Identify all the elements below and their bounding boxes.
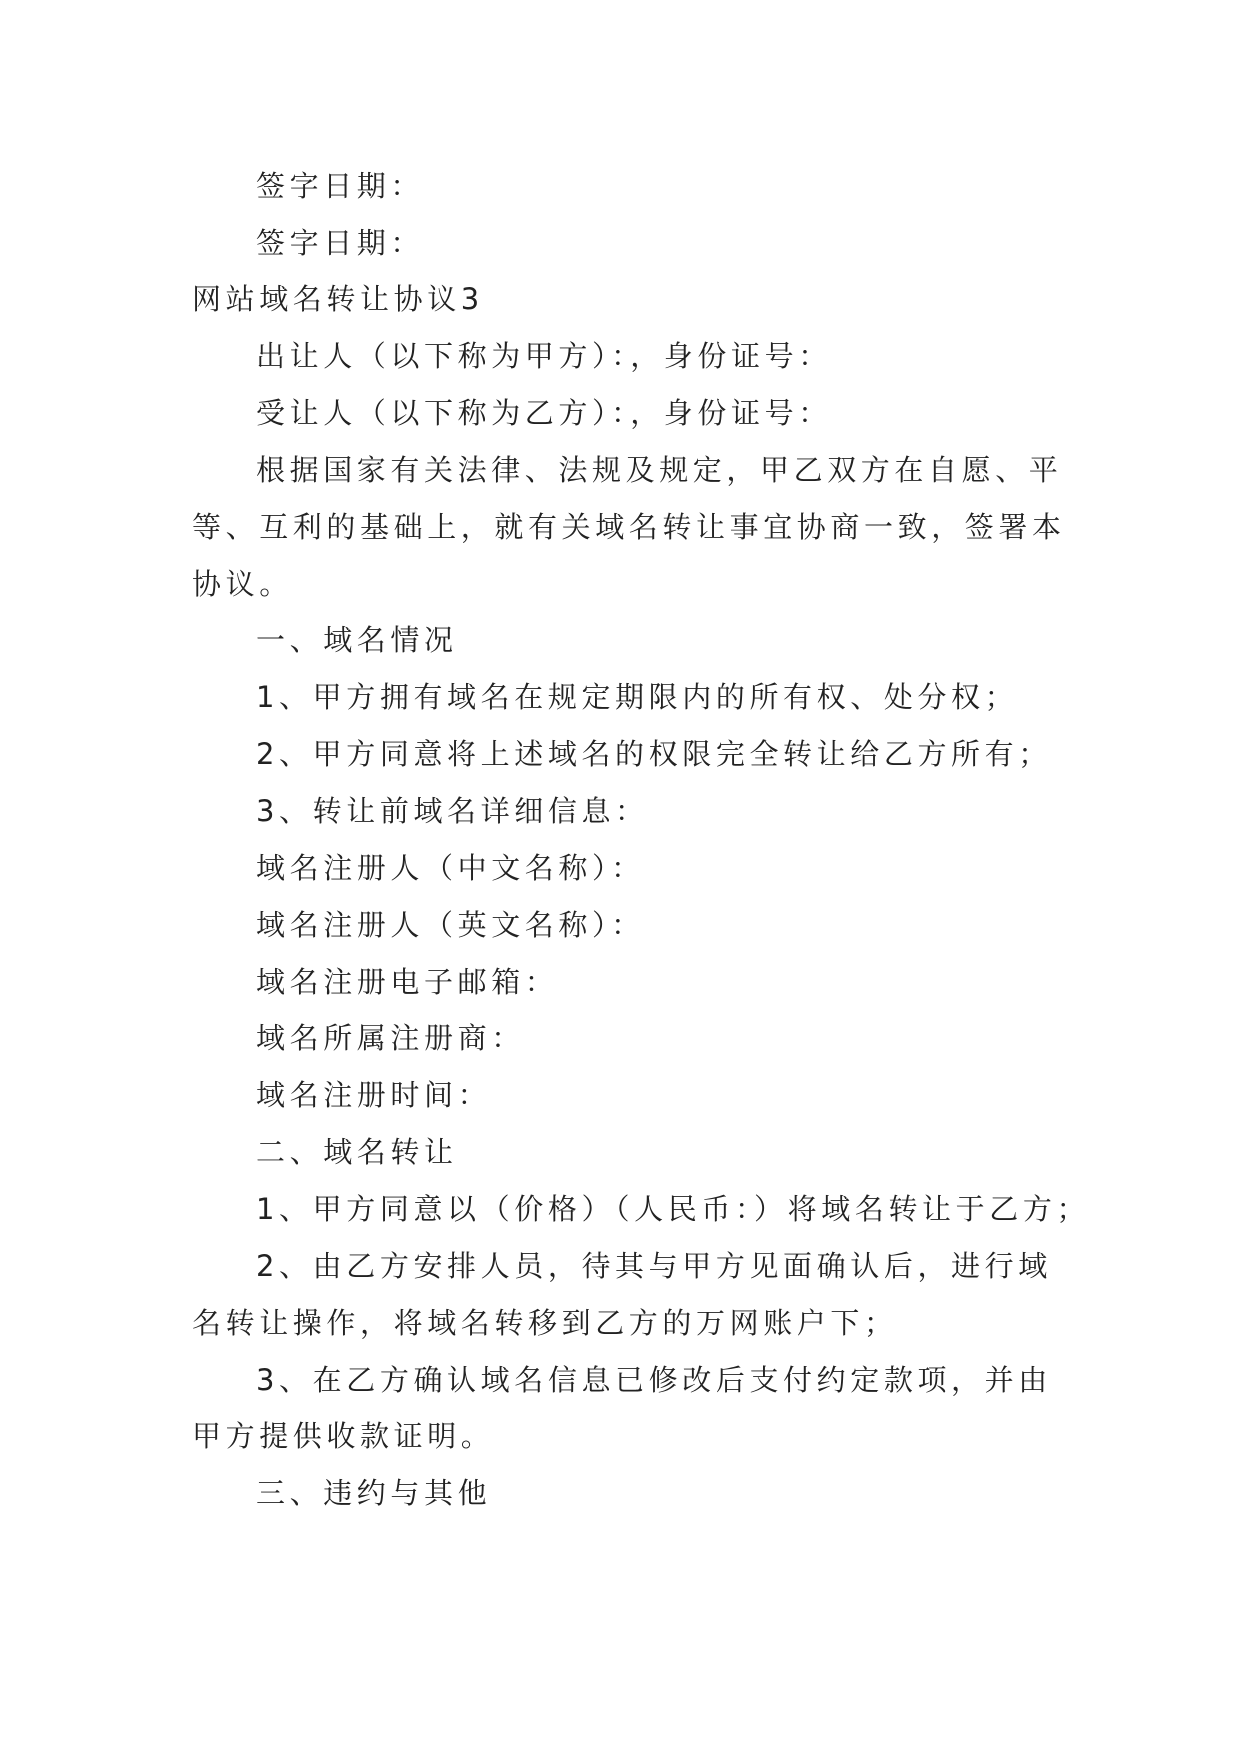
clause-2-3-line-1: 3、在乙方确认域名信息已修改后支付约定款项，并由: [256, 1363, 1052, 1397]
preamble-line-1: 根据国家有关法律、法规及规定，甲乙双方在自愿、平: [256, 453, 1063, 487]
registrant-english-name: 域名注册人（英文名称）：: [256, 908, 645, 942]
clause-1-3: 3、转让前域名详细信息：: [256, 794, 649, 828]
agreement-title: 网站域名转让协议3: [192, 282, 484, 316]
signature-date-line-1: 签字日期：: [256, 169, 425, 203]
clause-1-2: 2、甲方同意将上述域名的权限完全转让给乙方所有；: [256, 737, 1052, 771]
clause-2-1: 1、甲方同意以（价格）（人民币：）将域名转让于乙方；: [256, 1192, 1091, 1226]
transferor-line: 出让人（以下称为甲方）：，身份证号：: [256, 339, 832, 373]
section-heading-3: 三、违约与其他: [256, 1476, 492, 1510]
preamble-line-3: 协议。: [192, 567, 293, 601]
registration-time-line: 域名注册时间：: [256, 1078, 492, 1112]
transferee-line: 受让人（以下称为乙方）：，身份证号：: [256, 396, 832, 430]
section-heading-2: 二、域名转让: [256, 1135, 458, 1169]
clause-2-3-line-2: 甲方提供收款证明。: [192, 1419, 495, 1453]
clause-1-1: 1、甲方拥有域名在规定期限内的所有权、处分权；: [256, 680, 1019, 714]
registrar-line: 域名所属注册商：: [256, 1021, 525, 1055]
registrant-chinese-name: 域名注册人（中文名称）：: [256, 851, 645, 885]
registrant-email: 域名注册电子邮箱：: [256, 965, 559, 999]
preamble-line-2: 等、互利的基础上，就有关域名转让事宜协商一致，签署本: [192, 510, 1066, 544]
section-heading-1: 一、域名情况: [256, 623, 458, 657]
clause-2-2-line-1: 2、由乙方安排人员，待其与甲方见面确认后，进行域: [256, 1249, 1052, 1283]
clause-2-2-line-2: 名转让操作，将域名转移到乙方的万网账户下；: [192, 1306, 898, 1340]
signature-date-line-2: 签字日期：: [256, 226, 425, 260]
